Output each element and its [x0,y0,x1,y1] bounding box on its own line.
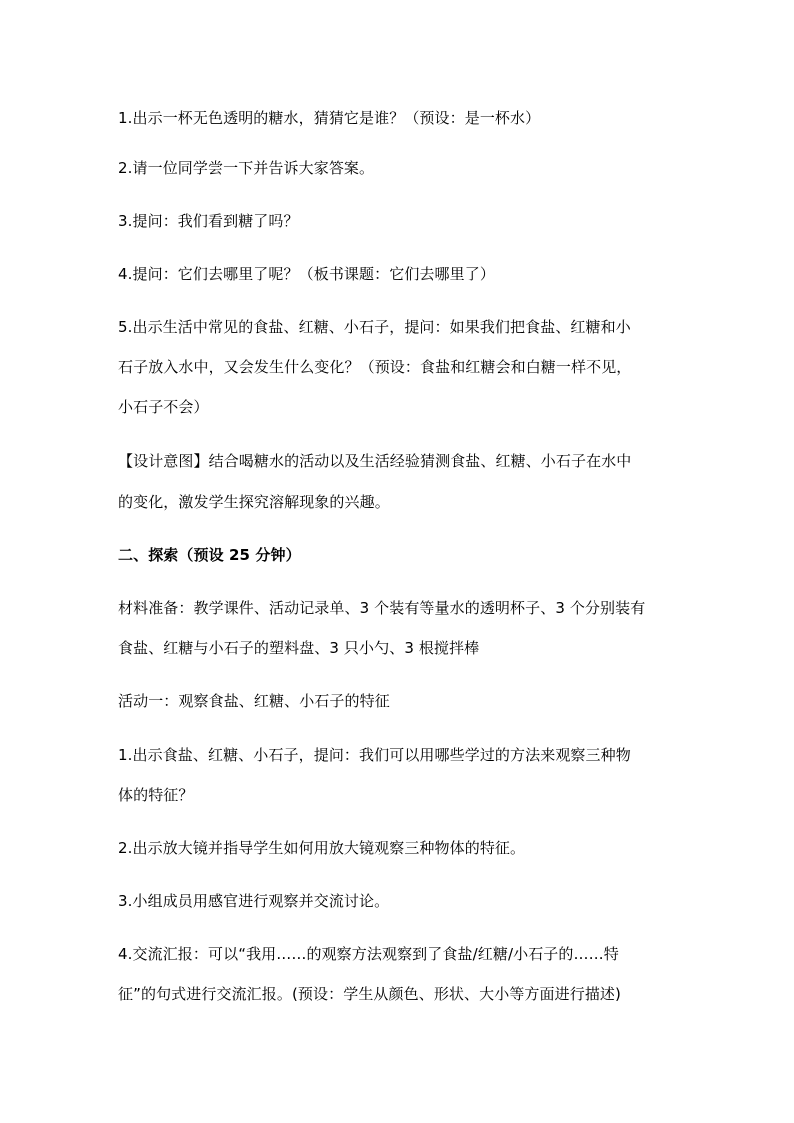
activity-step-2-line: 2.出示放大镜并指导学生如何用放大镜观察三种物体的特征。 [118,839,526,857]
activity-one-title: 活动一：观察食盐、红糖、小石子的特征 [118,692,390,710]
step-1-line: 1.出示一杯无色透明的糖水，猜猜它是谁？（预设：是一杯水） [118,109,541,127]
activity-step-1-line-1: 1.出示食盐、红糖、小石子，提问：我们可以用哪些学过的方法来观察三种物 [118,746,631,764]
materials-line-1: 材料准备：教学课件、活动记录单、3 个装有等量水的透明杯子、3 个分别装有 [118,599,646,617]
step-3-line: 3.提问：我们看到糖了吗？ [118,212,299,230]
step-5-line-2: 石子放入水中，又会发生什么变化？（预设：食盐和红糖会和白糖一样不见， [118,358,632,376]
activity-step-4-line-1: 4.交流汇报：可以“我用……的观察方法观察到了食盐/红糖/小石子的……特 [118,945,619,963]
activity-step-4-line-2: 征”的句式进行交流汇报。(预设：学生从颜色、形状、大小等方面进行描述) [118,985,621,1003]
step-2-line: 2.请一位同学尝一下并告诉大家答案。 [118,159,375,177]
design-intent-line-2: 的变化，激发学生探究溶解现象的兴趣。 [118,493,390,511]
activity-step-1-line-2: 体的特征？ [118,786,194,804]
design-intent-line-1: 【设计意图】结合喝糖水的活动以及生活经验猜测食盐、红糖、小石子在水中 [118,452,632,470]
section-heading: 二、探索（预设 25 分钟） [118,546,301,564]
activity-step-3-line: 3.小组成员用感官进行观察并交流讨论。 [118,892,390,910]
materials-line-2: 食盐、红糖与小石子的塑料盘、3 只小勺、3 根搅拌棒 [118,639,480,657]
step-5-line-1: 5.出示生活中常见的食盐、红糖、小石子，提问：如果我们把食盐、红糖和小 [118,318,631,336]
step-4-line: 4.提问：它们去哪里了呢？（板书课题：它们去哪里了） [118,265,495,283]
step-5-line-3: 小石子不会） [118,398,209,416]
